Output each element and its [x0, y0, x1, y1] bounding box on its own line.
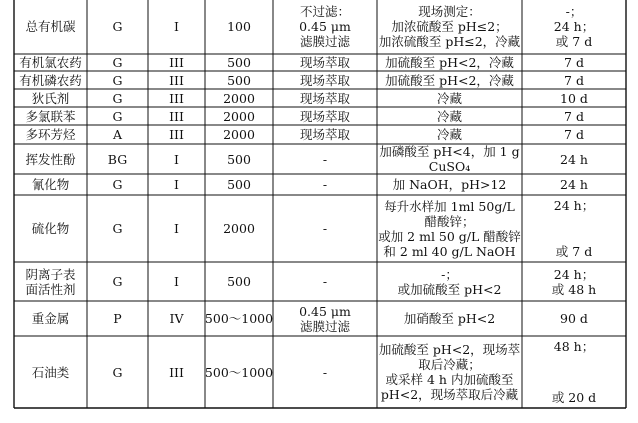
cell-text: I: [174, 151, 179, 167]
cell-text: III: [169, 108, 184, 124]
cell-text: 氰化物: [31, 177, 70, 192]
cell-text: -: [322, 151, 328, 167]
table-cell-container: [87, 54, 148, 71]
cell-text: 阴离子表: [25, 266, 76, 282]
table-cell-volume: [205, 107, 273, 125]
cell-text: 100: [227, 18, 251, 34]
cell-text: 有机磷农药: [19, 72, 82, 88]
table-cell-filter: [273, 71, 377, 89]
cell-text: G: [112, 364, 123, 380]
cell-text: 总有机碳: [25, 18, 76, 34]
cell-text: 0.45 μm: [299, 303, 351, 319]
table-cell-cls: [148, 301, 205, 336]
table-cell-cls: [148, 125, 205, 144]
cell-text: 取后冷藏；: [418, 357, 481, 372]
cell-text: 加硫酸至 pH<2，冷藏: [385, 72, 514, 88]
table-cell-container: [87, 125, 148, 144]
table-cell-filter: [273, 89, 377, 107]
table-cell-time: [522, 89, 626, 107]
cell-text: 加磷酸至 pH<4，加 1 g: [379, 144, 520, 159]
cell-text: 石油类: [31, 364, 70, 380]
table-cell-volume: [205, 195, 273, 262]
cell-text: 2000: [223, 108, 255, 124]
cell-text: 现场测定：: [418, 3, 481, 19]
cell-text: 0.45 μm: [299, 18, 351, 34]
table-cell-cls: [148, 71, 205, 89]
cell-text: 加硝酸至 pH<2: [403, 311, 496, 326]
cell-text: 加硫酸至 pH<2，冷藏: [385, 55, 514, 70]
cell-text: 或 48 h: [551, 281, 597, 297]
cell-text: 加硫酸至 pH<2，现场萃: [378, 342, 521, 357]
table-cell-preserve: [377, 174, 522, 195]
cell-text: 500: [227, 151, 251, 167]
cell-text: 7 d: [564, 127, 584, 142]
table-cell-cls: [148, 174, 205, 195]
cell-text: G: [112, 108, 123, 124]
cell-text: I: [174, 221, 179, 236]
cell-text: 多氯联苯: [25, 108, 76, 124]
cell-text: P: [113, 311, 122, 326]
cell-text: -；: [565, 3, 583, 19]
cell-text: 现场萃取: [299, 108, 350, 124]
table-cell-time: [522, 107, 626, 125]
table-cell-volume: [205, 301, 273, 336]
cell-text: 或 7 d: [555, 244, 593, 259]
cell-text: 面活性剂: [25, 281, 76, 297]
table-cell-cls: [148, 195, 205, 262]
cell-text: 每升水样加 1ml 50g/L: [384, 198, 515, 214]
table-cell-cls: [148, 54, 205, 71]
cell-text: 醋酸锌；: [424, 213, 475, 229]
table-cell-volume: [205, 262, 273, 301]
table-cell-filter: [273, 0, 377, 54]
cell-text: 24 h；: [553, 266, 595, 282]
table-cell-preserve: [377, 195, 522, 262]
cell-text: 500: [227, 55, 251, 70]
cell-text: -: [322, 177, 328, 192]
table-cell-name: [14, 107, 87, 125]
cell-text: 现场萃取: [299, 55, 350, 70]
cell-text: 现场萃取: [299, 72, 350, 88]
table-cell-filter: [273, 107, 377, 125]
cell-text: 或加 2 ml 50 g/L 醋酸锌: [378, 228, 521, 244]
table-cell-preserve: [377, 89, 522, 107]
cell-text: 7 d: [564, 72, 584, 88]
table-cell-volume: [205, 174, 273, 195]
table-cell-container: [87, 89, 148, 107]
table-cell-container: [87, 107, 148, 125]
cell-text: 7 d: [564, 108, 584, 124]
cell-text: I: [174, 274, 179, 289]
table-cell-filter: [273, 125, 377, 144]
table-cell-preserve: [377, 0, 522, 54]
cell-text: 2000: [223, 221, 255, 236]
cell-text: A: [112, 127, 123, 142]
cell-text: I: [174, 177, 179, 192]
table-cell-cls: [148, 336, 205, 408]
cell-text: 24 h: [560, 151, 588, 167]
cell-text: 24 h: [560, 177, 588, 192]
cell-text: 2000: [223, 90, 255, 106]
cell-text: pH<2，现场萃取后冷藏: [380, 387, 519, 402]
cell-text: 现场萃取: [299, 127, 350, 142]
table-cell-time: [522, 174, 626, 195]
table-cell-volume: [205, 0, 273, 54]
table-cell-preserve: [377, 125, 522, 144]
table-cell-preserve: [377, 54, 522, 71]
cell-text: IV: [169, 311, 184, 326]
table-cell-time: [522, 336, 626, 408]
cell-text: 500～1000: [205, 364, 273, 380]
cell-text: 有机氯农药: [19, 55, 82, 70]
table-cell-time: [522, 54, 626, 71]
table-cell-volume: [205, 71, 273, 89]
cell-text: I: [174, 18, 179, 34]
cell-text: 现场萃取: [299, 90, 350, 106]
cell-text: 90 d: [560, 311, 588, 326]
cell-text: III: [169, 72, 184, 88]
cell-text: III: [169, 127, 184, 142]
table-cell-cls: [148, 107, 205, 125]
table-cell-name: [14, 262, 87, 301]
table-cell-cls: [148, 0, 205, 54]
table-cell-preserve: [377, 301, 522, 336]
table-cell-container: [87, 144, 148, 174]
table-cell-name: [14, 54, 87, 71]
cell-text: -: [322, 221, 328, 236]
cell-text: -: [322, 364, 328, 380]
table-cell-name: [14, 174, 87, 195]
table-cell-filter: [273, 301, 377, 336]
table-cell-container: [87, 336, 148, 408]
table-cell-filter: [273, 336, 377, 408]
table-cell-name: [14, 71, 87, 89]
table-cell-filter: [273, 144, 377, 174]
cell-text: 重金属: [31, 311, 70, 326]
cell-text: 2000: [223, 127, 255, 142]
cell-text: 或 20 d: [551, 390, 597, 405]
cell-text: 冷藏: [436, 108, 462, 124]
table-cell-cls: [148, 144, 205, 174]
cell-text: 加浓硫酸至 pH≤2，冷藏: [378, 33, 521, 49]
table-cell-container: [87, 195, 148, 262]
table-cell-container: [87, 301, 148, 336]
cell-text: G: [112, 221, 123, 236]
cell-text: III: [169, 55, 184, 70]
table-cell-time: [522, 144, 626, 174]
cell-text: 不过滤：: [299, 3, 350, 19]
cell-text: 加浓硫酸至 pH≤2；: [391, 18, 508, 34]
table-cell-time: [522, 262, 626, 301]
cell-text: 500: [227, 177, 251, 192]
table-cell-container: [87, 0, 148, 54]
cell-text: 加 NaOH，pH>12: [392, 177, 507, 192]
table-cell-name: [14, 125, 87, 144]
cell-text: 狄氏剂: [31, 90, 70, 106]
table-cell-volume: [205, 336, 273, 408]
table-cell-preserve: [377, 71, 522, 89]
cell-text: 500: [227, 274, 251, 289]
table-cell-time: [522, 71, 626, 89]
table-cell-volume: [205, 54, 273, 71]
table-cell-preserve: [377, 262, 522, 301]
table-cell-preserve: [377, 107, 522, 125]
cell-text: 24 h；: [553, 18, 595, 34]
cell-text: 滤膜过滤: [299, 33, 350, 49]
table-cell-cls: [148, 262, 205, 301]
table-cell-volume: [205, 89, 273, 107]
cell-text: 10 d: [560, 90, 588, 106]
table-cell-time: [522, 125, 626, 144]
cell-text: 多环芳烃: [25, 127, 76, 142]
table-cell-name: [14, 89, 87, 107]
cell-text: 挥发性酚: [25, 151, 76, 167]
table-cell-container: [87, 71, 148, 89]
table-cell-name: [14, 0, 87, 54]
cell-text: 或 7 d: [555, 33, 593, 49]
table-cell-name: [14, 336, 87, 408]
cell-text: III: [169, 364, 184, 380]
table-cell-name: [14, 144, 87, 174]
table-cell-name: [14, 195, 87, 262]
table-cell-time: [522, 0, 626, 54]
table-cell-volume: [205, 125, 273, 144]
cell-text: 500: [227, 72, 251, 88]
cell-text: 冷藏: [436, 127, 462, 142]
cell-text: 500～1000: [205, 311, 273, 326]
table-cell-volume: [205, 144, 273, 174]
cell-text: G: [112, 177, 123, 192]
cell-text: 和 2 ml 40 g/L NaOH: [383, 243, 516, 259]
table-cell-preserve: [377, 144, 522, 174]
cell-text: G: [112, 55, 123, 70]
cell-text: G: [112, 72, 123, 88]
cell-text: G: [112, 274, 123, 289]
cell-text: -: [322, 274, 328, 289]
cell-text: G: [112, 18, 123, 34]
cell-text: 或加硫酸至 pH<2: [397, 281, 502, 297]
cell-text: 7 d: [564, 55, 584, 70]
cell-text: 24 h；: [553, 198, 595, 213]
table-cell-container: [87, 262, 148, 301]
cell-text: 或采样 4 h 内加硫酸至: [385, 372, 514, 387]
cell-text: 48 h；: [553, 339, 595, 354]
cell-text: 冷藏: [436, 90, 462, 106]
cell-text: 滤膜过滤: [299, 318, 350, 334]
table-cell-filter: [273, 54, 377, 71]
cell-text: CuSO₄: [428, 159, 471, 174]
table-cell-preserve: [377, 336, 522, 408]
table-cell-time: [522, 195, 626, 262]
cell-text: BG: [107, 151, 128, 167]
table-cell-filter: [273, 195, 377, 262]
table-cell-time: [522, 301, 626, 336]
table-cell-filter: [273, 174, 377, 195]
table-cell-filter: [273, 262, 377, 301]
cell-text: G: [112, 90, 123, 106]
table-cell-container: [87, 174, 148, 195]
cell-text: -；: [441, 266, 458, 282]
table-cell-name: [14, 301, 87, 336]
cell-text: 硫化物: [31, 221, 70, 236]
cell-text: III: [169, 90, 184, 106]
table-cell-cls: [148, 89, 205, 107]
